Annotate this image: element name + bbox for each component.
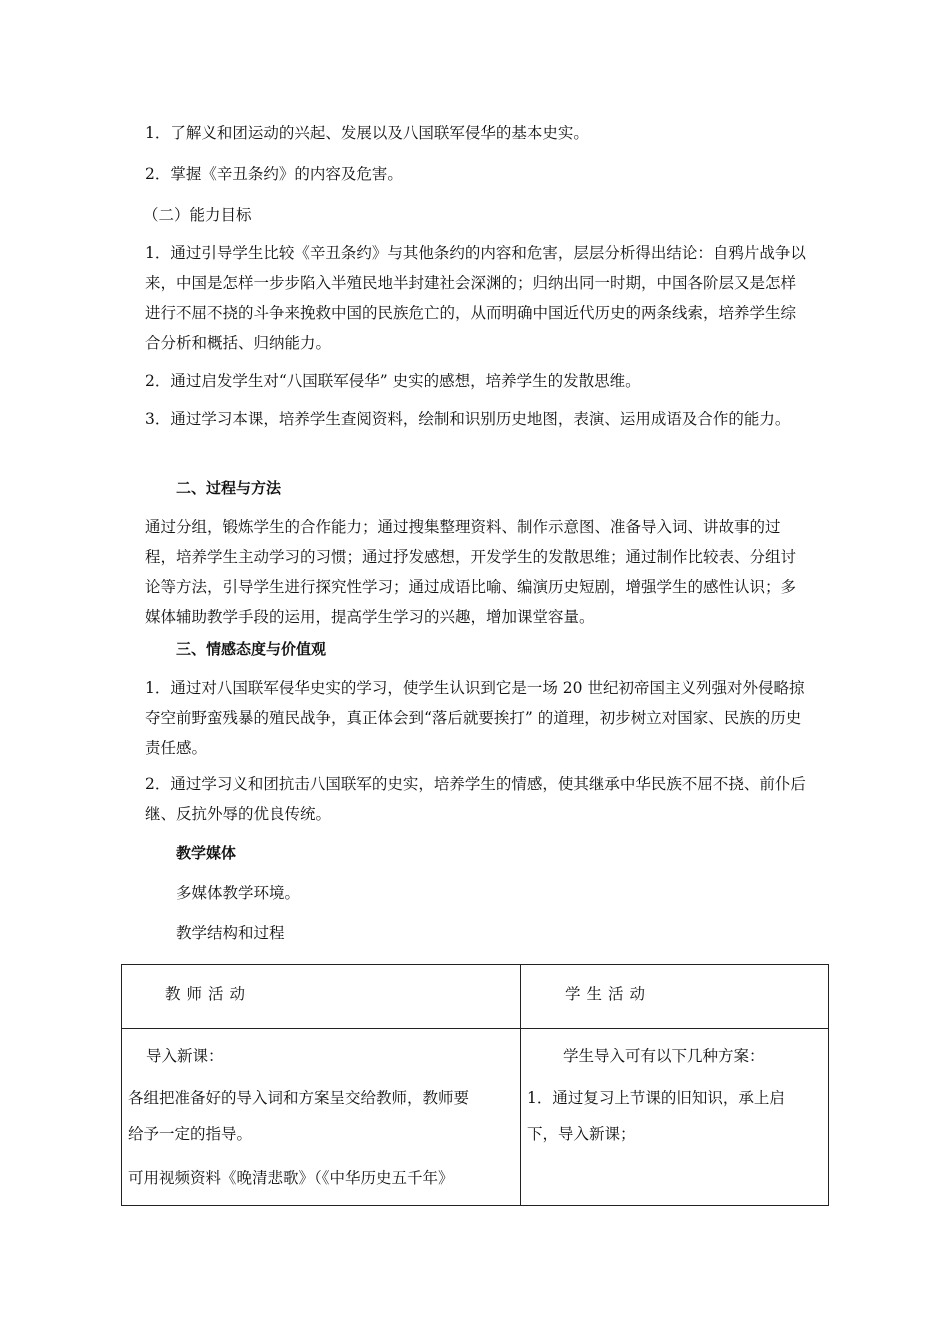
teacher-header-cell [122,965,521,1029]
teacher-line: 各组把准备好的导入词和方案呈交给教师，教师要 [128,1089,470,1107]
teacher-line-intro: 导入新课： [146,1047,224,1065]
ability-objective-1: 1．通过引导学生比较《辛丑条约》与其他条约的内容和危害，层层分析得出结论：自鸦片战争以来，中国是怎样一步步陷入半殖民地半封建社会深渊的；归纳出同一时期，中国各阶层又是怎样进行不屈不挠的斗争来挽救中国的民族危亡的，从而明确中国近代历史的两条线索，培养学生综合分析和概括、归纳能力。 [145,244,806,352]
process-text: 通过分组，锻炼学生的合作能力；通过搜集整理资料、制作示意图、准备导入词、讲故事的过程，培养学生主动学习的习惯；通过抒发感想，开发学生的发散思维；通过制作比较表、分组讨论等方法，引导学生进行探究性学习；通过成语比喻、编演历史短剧，增强学生的感性认识；多媒体辅助教学手段的运用，提高学生学习的兴趣，增加课堂容量。 [145,518,797,626]
values-objective-2: 2．通过学习义和团抗击八国联军的史实，培养学生的情感，使其继承中华民族不屈不挠、前仆后继、反抗外辱的优良传统。 [145,775,806,823]
values-objective-1: 1．通过对八国联军侵华史实的学习，使学生认识到它是一场 20 世纪初帝国主义列强对外侵略掠夺空前野蛮残暴的殖民战争，真正体会到“落后就要挨打” 的道理，初步树立对国家、民族的历史责任感。 [145,679,805,757]
knowledge-objective-1: 1．了解义和团运动的兴起、发展以及八国联军侵华的基本史实。 [145,124,589,142]
teacher-line: 给予一定的指导。 [128,1125,253,1143]
student-line-intro: 学生导入可有以下几种方案： [563,1047,765,1065]
teacher-header: 教师活动 [165,985,252,1003]
student-line: 1．通过复习上节课的旧知识，承上启 [527,1089,785,1107]
student-header-cell [521,965,829,1029]
table-header-row [122,965,829,1029]
teaching-process-table [121,964,829,1206]
media-text: 多媒体教学环境。 [176,884,301,902]
ability-heading: （二）能力目标 [143,206,252,224]
student-header: 学生活动 [565,985,652,1003]
process-heading: 二、过程与方法 [176,479,282,497]
teacher-line: 可用视频资料《晚清悲歌》（《中华历史五千年》 [128,1169,454,1187]
ability-objective-2: 2．通过启发学生对“八国联军侵华” 史实的感想，培养学生的发散思维。 [145,372,641,390]
ability-objective-3: 3．通过学习本课，培养学生查阅资料，绘制和识别历史地图，表演、运用成语及合作的能力。 [145,410,791,428]
media-heading: 教学媒体 [176,844,237,862]
student-activity-cell [521,1029,829,1206]
structure-heading: 教学结构和过程 [176,924,285,942]
table-row [122,1029,829,1206]
teacher-activity-cell [122,1029,521,1206]
student-line: 下，导入新课； [527,1125,636,1143]
values-heading: 三、情感态度与价值观 [176,640,327,658]
knowledge-objective-2: 2．掌握《辛丑条约》的内容及危害。 [145,165,403,183]
